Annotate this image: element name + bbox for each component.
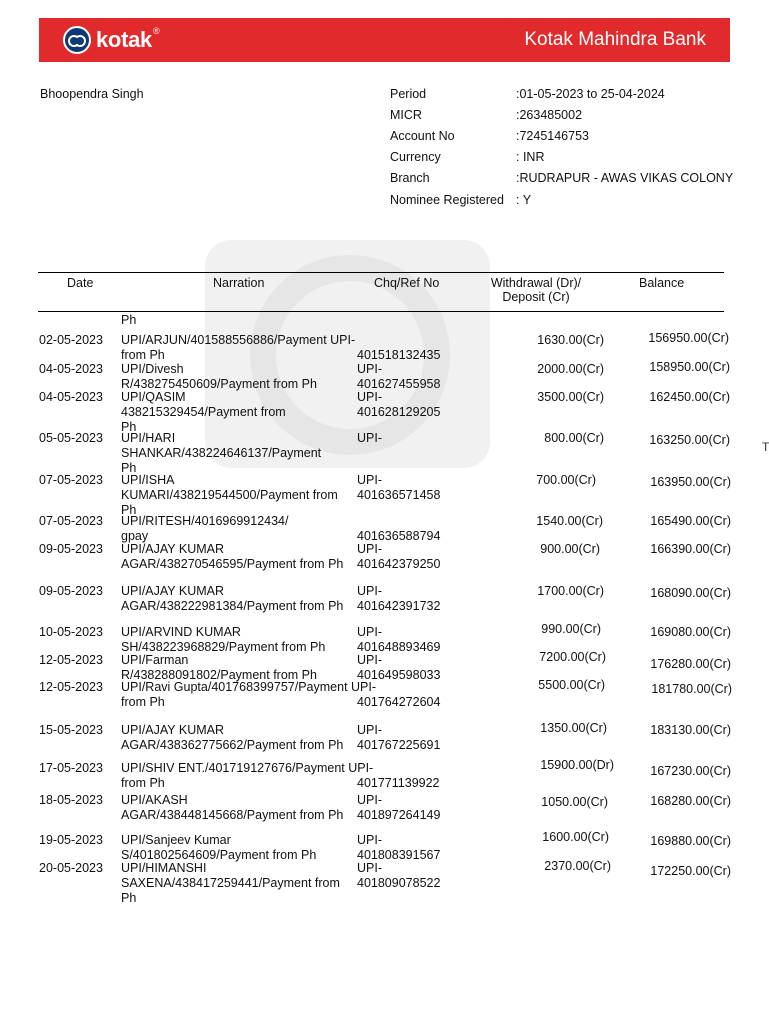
- row-amount: 2370.00(Cr): [544, 859, 611, 873]
- info-label: Nominee Registered: [390, 193, 504, 207]
- info-label: Account No: [390, 129, 455, 143]
- row-date: 04-05-2023: [39, 362, 103, 376]
- row-amount: 7200.00(Cr): [539, 650, 606, 664]
- row-narration: UPI/SHIV ENT./401719127676/Payment UPI- from Ph: [121, 761, 374, 790]
- row-date: 04-05-2023: [39, 390, 103, 404]
- row-balance: 176280.00(Cr): [650, 657, 731, 671]
- row-balance: 168090.00(Cr): [650, 586, 731, 600]
- row-ref: 401518132435: [357, 348, 441, 362]
- row-balance: 172250.00(Cr): [650, 864, 731, 878]
- row-balance: 169880.00(Cr): [650, 834, 731, 848]
- row-ref: UPI- 401628129205: [357, 390, 441, 419]
- row-narration: UPI/HARI SHANKAR/438224646137/Payment Ph: [121, 431, 322, 475]
- row-narration: UPI/ISHA KUMARI/438219544500/Payment from Ph: [121, 473, 338, 517]
- row-narration: UPI/AKASH AGAR/438448145668/Payment from Ph: [121, 793, 344, 822]
- row-ref: UPI- 401808391567: [357, 833, 441, 862]
- account-holder-name: Bhoopendra Singh: [40, 87, 144, 101]
- row-balance: 166390.00(Cr): [650, 542, 731, 556]
- row-ref: UPI- 401636571458: [357, 473, 441, 502]
- info-label: Period: [390, 87, 427, 101]
- info-value: : INR: [516, 150, 545, 164]
- row-date: 18-05-2023: [39, 793, 103, 807]
- row-ref: UPI-: [357, 431, 382, 445]
- row-amount: 800.00(Cr): [544, 431, 604, 445]
- row-balance: 168280.00(Cr): [650, 794, 731, 808]
- col-header-narration: Narration: [213, 276, 265, 290]
- info-label: Currency: [390, 150, 441, 164]
- row-amount: 15900.00(Dr): [540, 758, 614, 772]
- row-narration: UPI/ARJUN/401588556886/Payment UPI- from Ph: [121, 333, 356, 362]
- row-narration: UPI/QASIM 438215329454/Payment from Ph: [121, 390, 286, 434]
- col-header-balance: Balance: [639, 276, 685, 290]
- row-amount: 900.00(Cr): [540, 542, 600, 556]
- row-ref: UPI- 401809078522: [357, 861, 441, 890]
- row-amount: 3500.00(Cr): [537, 390, 604, 404]
- row-balance: 181780.00(Cr): [651, 682, 732, 696]
- table-top-rule: [38, 272, 724, 273]
- row-narration: UPI/AJAY KUMAR AGAR/438362775662/Payment from Ph: [121, 723, 344, 752]
- row-balance: 158950.00(Cr): [649, 360, 730, 374]
- col-header-chq: Chq/Ref No: [374, 276, 440, 290]
- edge-mark: T: [762, 440, 769, 454]
- carry-over-text: Ph: [121, 313, 137, 327]
- info-label: MICR: [390, 108, 422, 122]
- row-date: 12-05-2023: [39, 653, 103, 667]
- row-date: 17-05-2023: [39, 761, 103, 775]
- row-balance: 162450.00(Cr): [649, 390, 730, 404]
- row-balance: 165490.00(Cr): [650, 514, 731, 528]
- row-narration: UPI/Divesh R/438275450609/Payment from Ph: [121, 362, 317, 391]
- info-value: :7245146753: [516, 129, 589, 143]
- row-balance: 163950.00(Cr): [650, 475, 731, 489]
- row-amount: 1540.00(Cr): [536, 514, 603, 528]
- row-narration: UPI/AJAY KUMAR AGAR/438222981384/Payment from Ph: [121, 584, 344, 613]
- row-date: 05-05-2023: [39, 431, 103, 445]
- row-ref: 401636588794: [357, 529, 441, 543]
- row-amount: 5500.00(Cr): [538, 678, 605, 692]
- info-value: : Y: [516, 193, 532, 207]
- row-ref: UPI- 401648893469: [357, 625, 441, 654]
- row-amount: 1600.00(Cr): [542, 830, 609, 844]
- row-amount: 990.00(Cr): [541, 622, 601, 636]
- row-amount: 1050.00(Cr): [541, 795, 608, 809]
- row-date: 07-05-2023: [39, 514, 103, 528]
- row-date: 09-05-2023: [39, 542, 103, 556]
- row-narration: UPI/Ravi Gupta/401768399757/Payment UPI- from Ph: [121, 680, 377, 709]
- row-date: 02-05-2023: [39, 333, 103, 347]
- info-value: :263485002: [516, 108, 583, 122]
- logo-text: kotak: [96, 27, 152, 52]
- row-ref: UPI- 401649598033: [357, 653, 441, 682]
- row-amount: 1630.00(Cr): [537, 333, 604, 347]
- row-ref: UPI- 401897264149: [357, 793, 441, 822]
- row-amount: 700.00(Cr): [536, 473, 596, 487]
- info-value: :01-05-2023 to 25-04-2024: [516, 87, 665, 101]
- row-amount: 1350.00(Cr): [540, 721, 607, 735]
- row-date: 15-05-2023: [39, 723, 103, 737]
- table-header-rule: [38, 311, 724, 312]
- kotak-logo-icon: [63, 26, 91, 54]
- row-date: 12-05-2023: [39, 680, 103, 694]
- row-narration: UPI/AJAY KUMAR AGAR/438270546595/Payment from Ph: [121, 542, 344, 571]
- row-balance: 183130.00(Cr): [650, 723, 731, 737]
- row-date: 19-05-2023: [39, 833, 103, 847]
- row-date: 10-05-2023: [39, 625, 103, 639]
- row-balance: 169080.00(Cr): [650, 625, 731, 639]
- registered-mark: ®: [152, 26, 160, 36]
- row-ref: UPI- 401767225691: [357, 723, 441, 752]
- row-narration: UPI/HIMANSHI SAXENA/438417259441/Payment from Ph: [121, 861, 340, 905]
- row-amount: 1700.00(Cr): [537, 584, 604, 598]
- row-ref: 401764272604: [357, 695, 441, 709]
- row-balance: 156950.00(Cr): [648, 331, 729, 345]
- row-date: 09-05-2023: [39, 584, 103, 598]
- row-narration: UPI/Farman R/438288091802/Payment from Ph: [121, 653, 317, 682]
- col-header-date: Date: [67, 276, 94, 290]
- col-header-amount: Withdrawal (Dr)/ Deposit (Cr): [490, 276, 582, 304]
- row-balance: 163250.00(Cr): [649, 433, 730, 447]
- row-narration: UPI/RITESH/4016969912434/ gpay: [121, 514, 289, 543]
- row-amount: 2000.00(Cr): [537, 362, 604, 376]
- header-banner: [39, 18, 730, 62]
- row-date: 20-05-2023: [39, 861, 103, 875]
- row-narration: UPI/Sanjeev Kumar S/401802564609/Payment from Ph: [121, 833, 317, 862]
- row-ref: UPI- 401642391732: [357, 584, 441, 613]
- info-label: Branch: [390, 171, 430, 185]
- row-ref: UPI- 401627455958: [357, 362, 441, 391]
- row-ref: 401771139922: [357, 776, 440, 790]
- row-date: 07-05-2023: [39, 473, 103, 487]
- row-narration: UPI/ARVIND KUMAR SH/438223968829/Payment from Ph: [121, 625, 326, 654]
- info-value: :RUDRAPUR - AWAS VIKAS COLONY: [516, 171, 734, 185]
- row-ref: UPI- 401642379250: [357, 542, 441, 571]
- row-balance: 167230.00(Cr): [650, 764, 731, 778]
- kotak-logo: [63, 25, 160, 55]
- bank-name: Kotak Mahindra Bank: [524, 29, 706, 50]
